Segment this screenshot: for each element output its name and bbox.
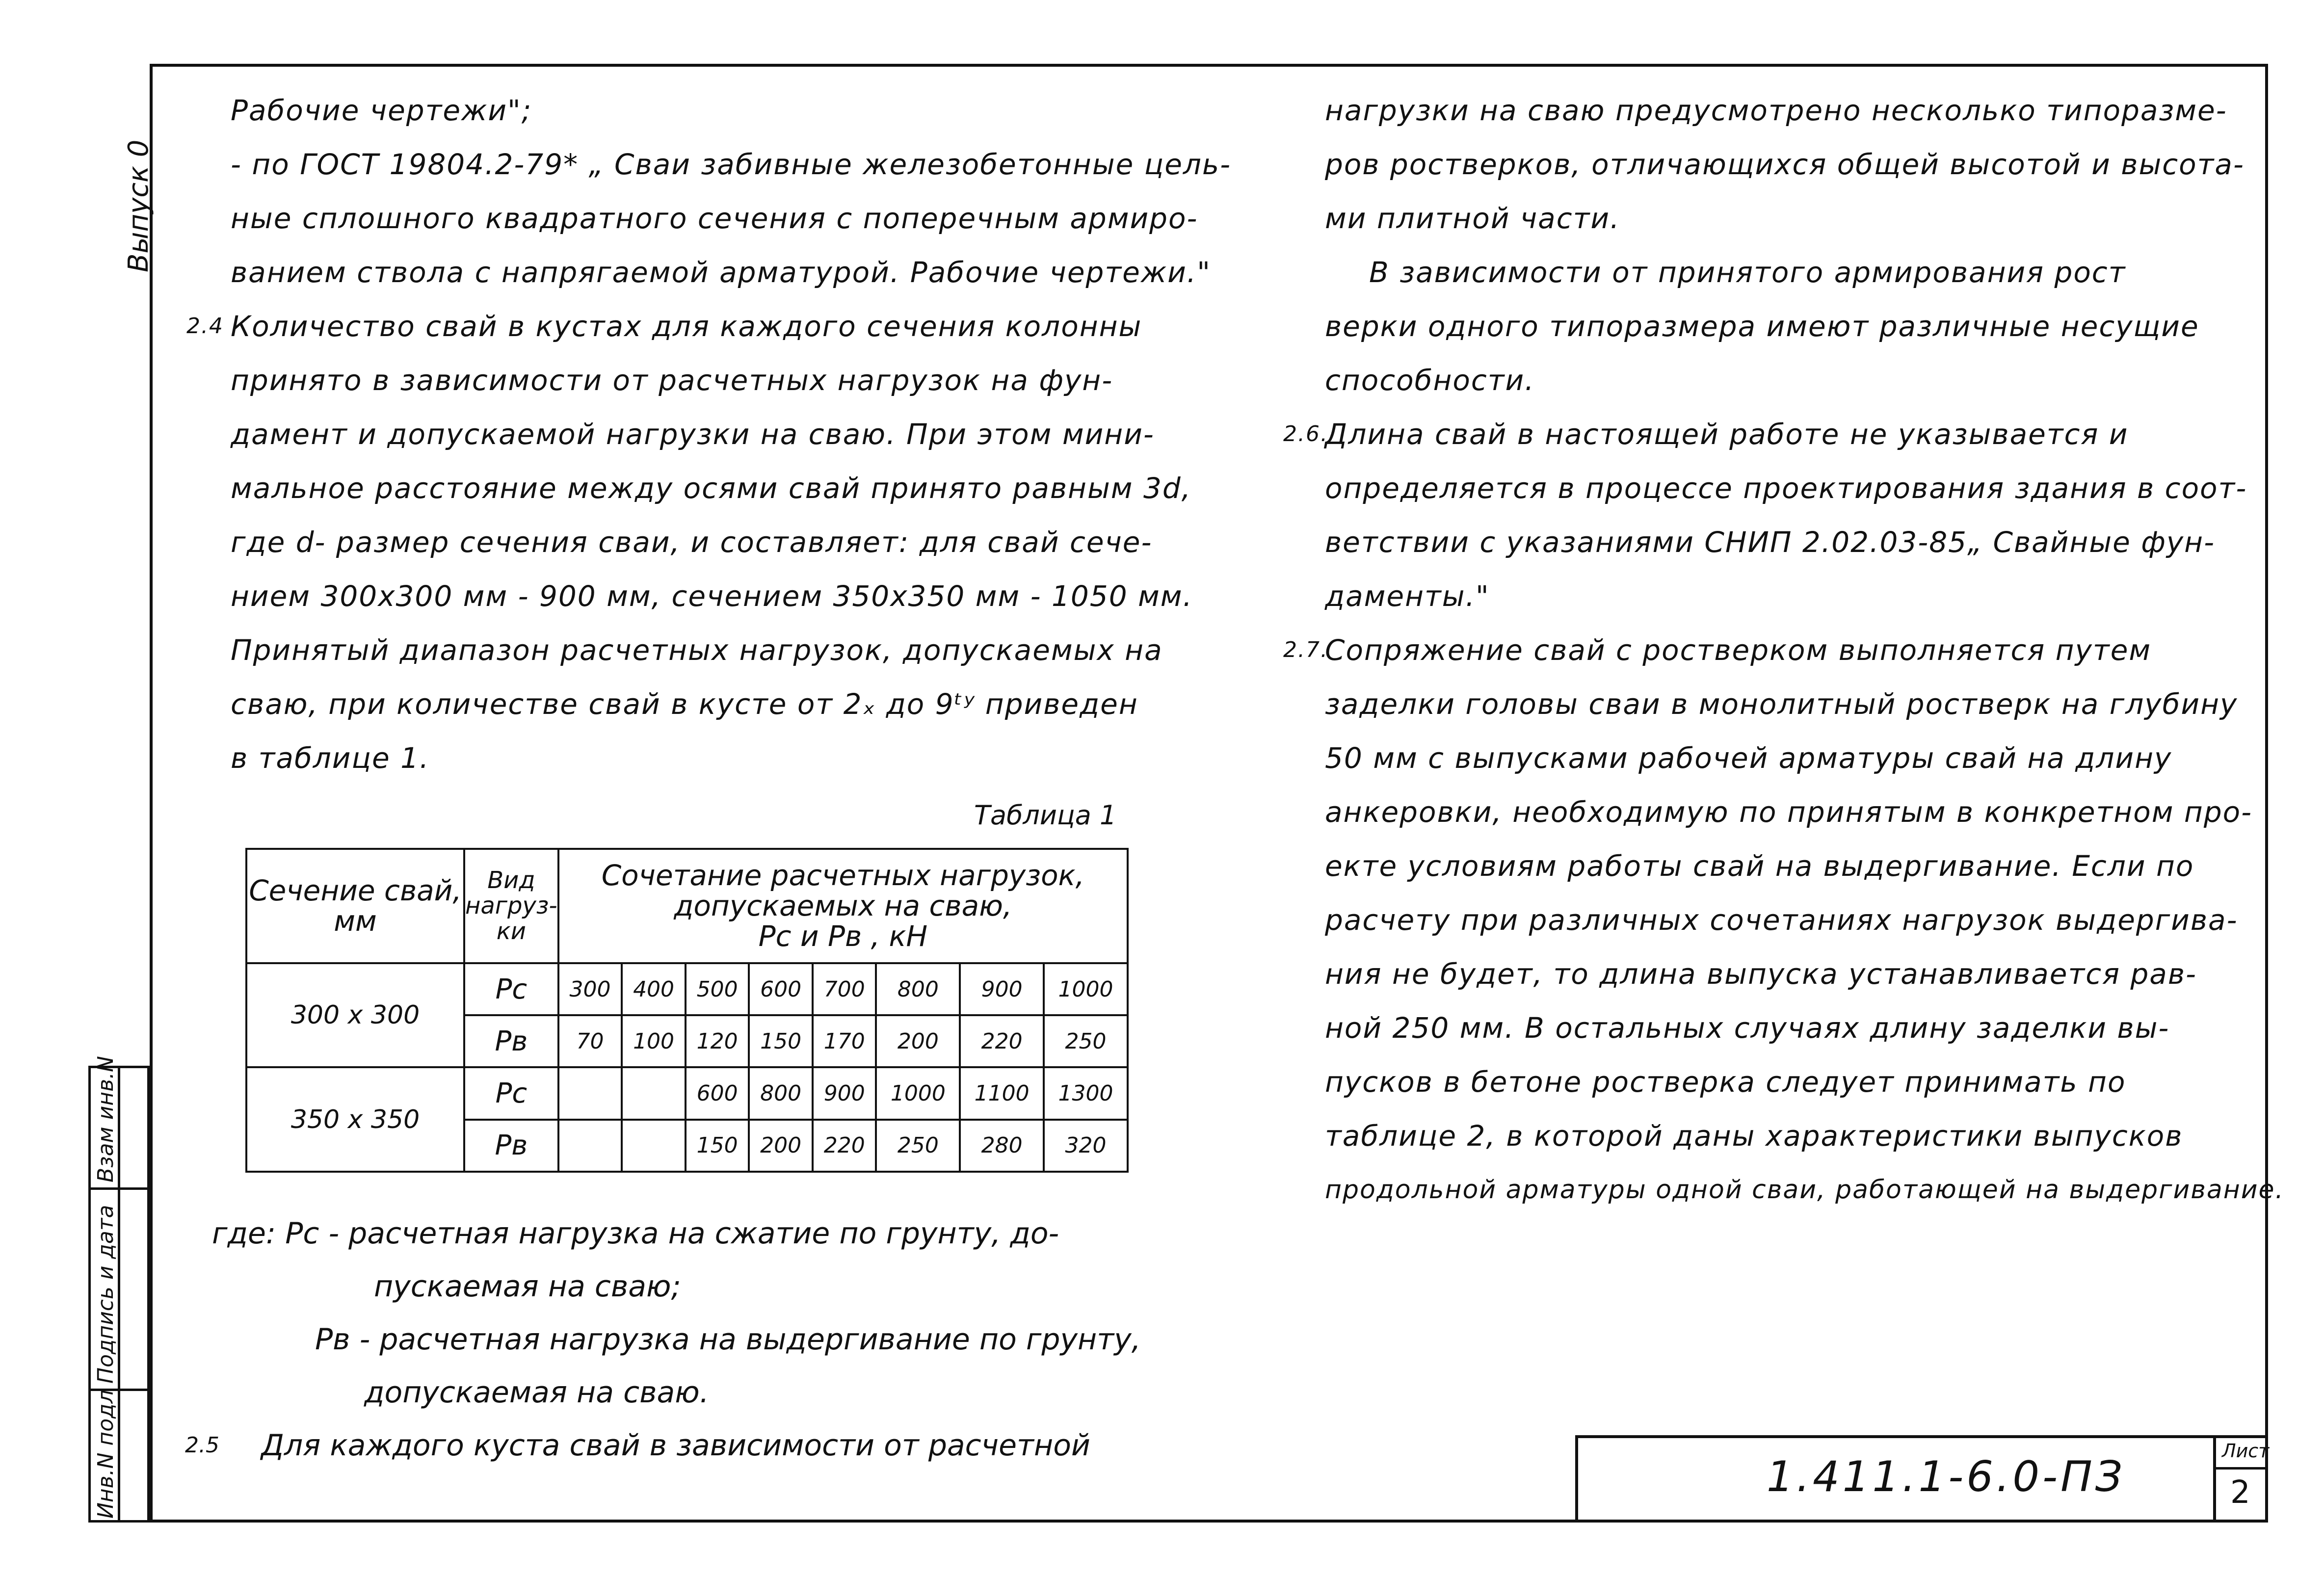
sheet-label: Лист [2222, 1440, 2270, 1462]
item-number: 2.5 [185, 1433, 219, 1458]
note-line [185, 1419, 1141, 1472]
note-line: где: Pc - расчетная нагрузка на сжатие по грунту, до- [212, 1216, 1059, 1251]
value-cell: 1000 [876, 1067, 960, 1119]
section-cell: 350 x 350 [246, 1067, 464, 1172]
header-load-type: Вид нагруз-ки [464, 849, 558, 963]
value-cell: 200 [876, 1015, 960, 1067]
header-combination [558, 849, 1128, 963]
loads-table [245, 848, 1129, 1173]
header-combination-line: Сочетание расчетных нагрузок, [601, 859, 1085, 893]
approval-block-row-line [88, 1187, 150, 1190]
text-line: верки одного типоразмера имеют различные несущие [1325, 310, 2199, 343]
text-line [1283, 407, 2284, 461]
right-column [1283, 83, 2285, 1217]
text-line [186, 299, 1231, 353]
value-cell: 320 [1044, 1120, 1128, 1172]
instead-inv-label: Взам инв.N [93, 1056, 118, 1182]
value-cell: 900 [960, 963, 1044, 1015]
value-cell: 800 [876, 963, 960, 1015]
note-line: Pв - расчетная нагрузка на выдергивание по грунту, [315, 1322, 1141, 1357]
text-line: определяется в процессе проектирования здания в соот- [1325, 472, 2247, 505]
text-line: мальное расстояние между осями свай принято равным 3d, [231, 472, 1192, 505]
sign-date-label: Подпись и дата [93, 1205, 118, 1384]
text-line: ния не будет, то длина выпуска устанавливается рав- [1325, 957, 2197, 991]
text-line: даменты." [1325, 579, 1490, 613]
text-line: заделки головы сваи в монолитный ростверк на глубину [1325, 687, 2238, 721]
text-line: принято в зависимости от расчетных нагрузок на фун- [231, 364, 1113, 397]
value-cell: 800 [749, 1067, 813, 1119]
value-cell: 250 [1044, 1015, 1128, 1067]
item-2-5-text: Для каждого куста свай в зависимости от расчетной [261, 1428, 1090, 1463]
text-line: екте условиям работы свай на выдергивание. Если по [1325, 849, 2194, 883]
value-cell: 150 [749, 1015, 813, 1067]
value-cell: 1300 [1044, 1067, 1128, 1119]
note-line: допускаемая на сваю. [364, 1375, 709, 1410]
text-line: ми плитной части. [1325, 202, 1620, 235]
table-caption: Таблица 1 [974, 800, 1117, 831]
text-line: ветствии с указаниями СНИП 2.02.03-85„ Свайные фун- [1325, 525, 2215, 559]
value-cell: 100 [622, 1015, 686, 1067]
text-line: в таблице 1. [231, 741, 430, 775]
sheet-number: 2 [2230, 1474, 2250, 1511]
header-section: Сечение свай, мм [246, 849, 464, 963]
value-cell: 600 [686, 1067, 749, 1119]
text-line: продольной арматуры одной сваи, работающей на выдергивание. [1325, 1175, 2285, 1205]
text-line: сваю, при количестве свай в кусте от 2ₓ до 9ᵗʸ приведен [231, 687, 1138, 721]
value-cell: 220 [960, 1015, 1044, 1067]
issue-label: Выпуск 0 [123, 139, 155, 272]
text-line: таблице 2, в которой даны характеристики выпусков [1325, 1119, 2183, 1153]
value-cell: 300 [558, 963, 622, 1015]
left-column [186, 83, 1232, 785]
text-line: дамент и допускаемой нагрузки на сваю. При этом мини- [231, 418, 1155, 451]
load-type-cell: Pв [464, 1015, 558, 1067]
text-line: анкеровки, необходимую по принятым в конкретном про- [1325, 795, 2253, 829]
text-line: ванием ствола с напрягаемой арматурой. Рабочие чертежи." [231, 256, 1211, 289]
load-type-cell: Pв [464, 1120, 558, 1172]
value-cell: 1100 [960, 1067, 1044, 1119]
value-cell: 900 [813, 1067, 876, 1119]
header-combination-line: допускаемых на сваю, [674, 889, 1012, 923]
text-line: пусков в бетоне ростверка следует принимать по [1325, 1065, 2126, 1099]
text-line: нагрузки на сваю предусмотрено несколько типоразме- [1325, 94, 2227, 127]
text-line: расчету при различных сочетаниях нагрузок выдергива- [1325, 903, 2238, 937]
text-line: способности. [1325, 364, 1535, 397]
text-line: 50 мм с выпусками рабочей арматуры свай на длину [1325, 741, 2172, 775]
value-cell: 200 [749, 1120, 813, 1172]
value-cell [558, 1067, 622, 1119]
value-cell: 700 [813, 963, 876, 1015]
value-cell [622, 1067, 686, 1119]
inv-no-label: Инв.N подл [93, 1390, 118, 1519]
header-combination-line: Pс и Pв , кН [758, 919, 928, 953]
value-cell: 250 [876, 1120, 960, 1172]
item-2-6-text: Длина свай в настоящей работе не указывается и [1325, 418, 2129, 451]
item-number: 2.6. [1283, 421, 1328, 447]
value-cell: 70 [558, 1015, 622, 1067]
item-number: 2.4 [186, 314, 224, 339]
text-line: Рабочие чертежи"; [231, 94, 532, 127]
value-cell [622, 1120, 686, 1172]
text-line: Принятый диапазон расчетных нагрузок, допускаемых на [231, 633, 1163, 667]
value-cell: 120 [686, 1015, 749, 1067]
text-line [1283, 623, 2284, 677]
item-2-7-text: Сопряжение свай с ростверком выполняется путем [1325, 633, 2152, 667]
value-cell: 500 [686, 963, 749, 1015]
text-line: нием 300x300 мм - 900 мм, сечением 350x350 мм - 1050 мм. [231, 579, 1193, 613]
value-cell: 220 [813, 1120, 876, 1172]
value-cell: 280 [960, 1120, 1044, 1172]
note-line: пускаемая на сваю; [374, 1269, 681, 1304]
load-type-cell: Pc [464, 963, 558, 1015]
value-cell: 400 [622, 963, 686, 1015]
text-line: - по ГОСТ 19804.2-79* „ Сваи забивные железобетонные цель- [231, 148, 1232, 181]
section-cell: 300 x 300 [246, 963, 464, 1068]
document-code: 1.411.1-6.0-ПЗ [1767, 1452, 2125, 1501]
table-notes [185, 1207, 1141, 1472]
text-line: ров ростверков, отличающихся общей высотой и высота- [1325, 148, 2245, 181]
text-line: В зависимости от принятого армирования рост [1369, 256, 2126, 289]
text-line: ные сплошного квадратного сечения с поперечным армиро- [231, 202, 1198, 235]
sheet-box-divider [2213, 1467, 2267, 1470]
value-cell: 1000 [1044, 963, 1128, 1015]
value-cell [558, 1120, 622, 1172]
value-cell: 600 [749, 963, 813, 1015]
value-cell: 170 [813, 1015, 876, 1067]
load-type-cell: Pc [464, 1067, 558, 1119]
text-line: где d- размер сечения сваи, и составляет: для свай сече- [231, 525, 1153, 559]
value-cell: 150 [686, 1120, 749, 1172]
item-2-4-text: Количество свай в кустах для каждого сечения колонны [231, 310, 1142, 343]
text-line: ной 250 мм. В остальных случаях длину заделки вы- [1325, 1011, 2170, 1045]
item-number: 2.7. [1283, 637, 1328, 662]
